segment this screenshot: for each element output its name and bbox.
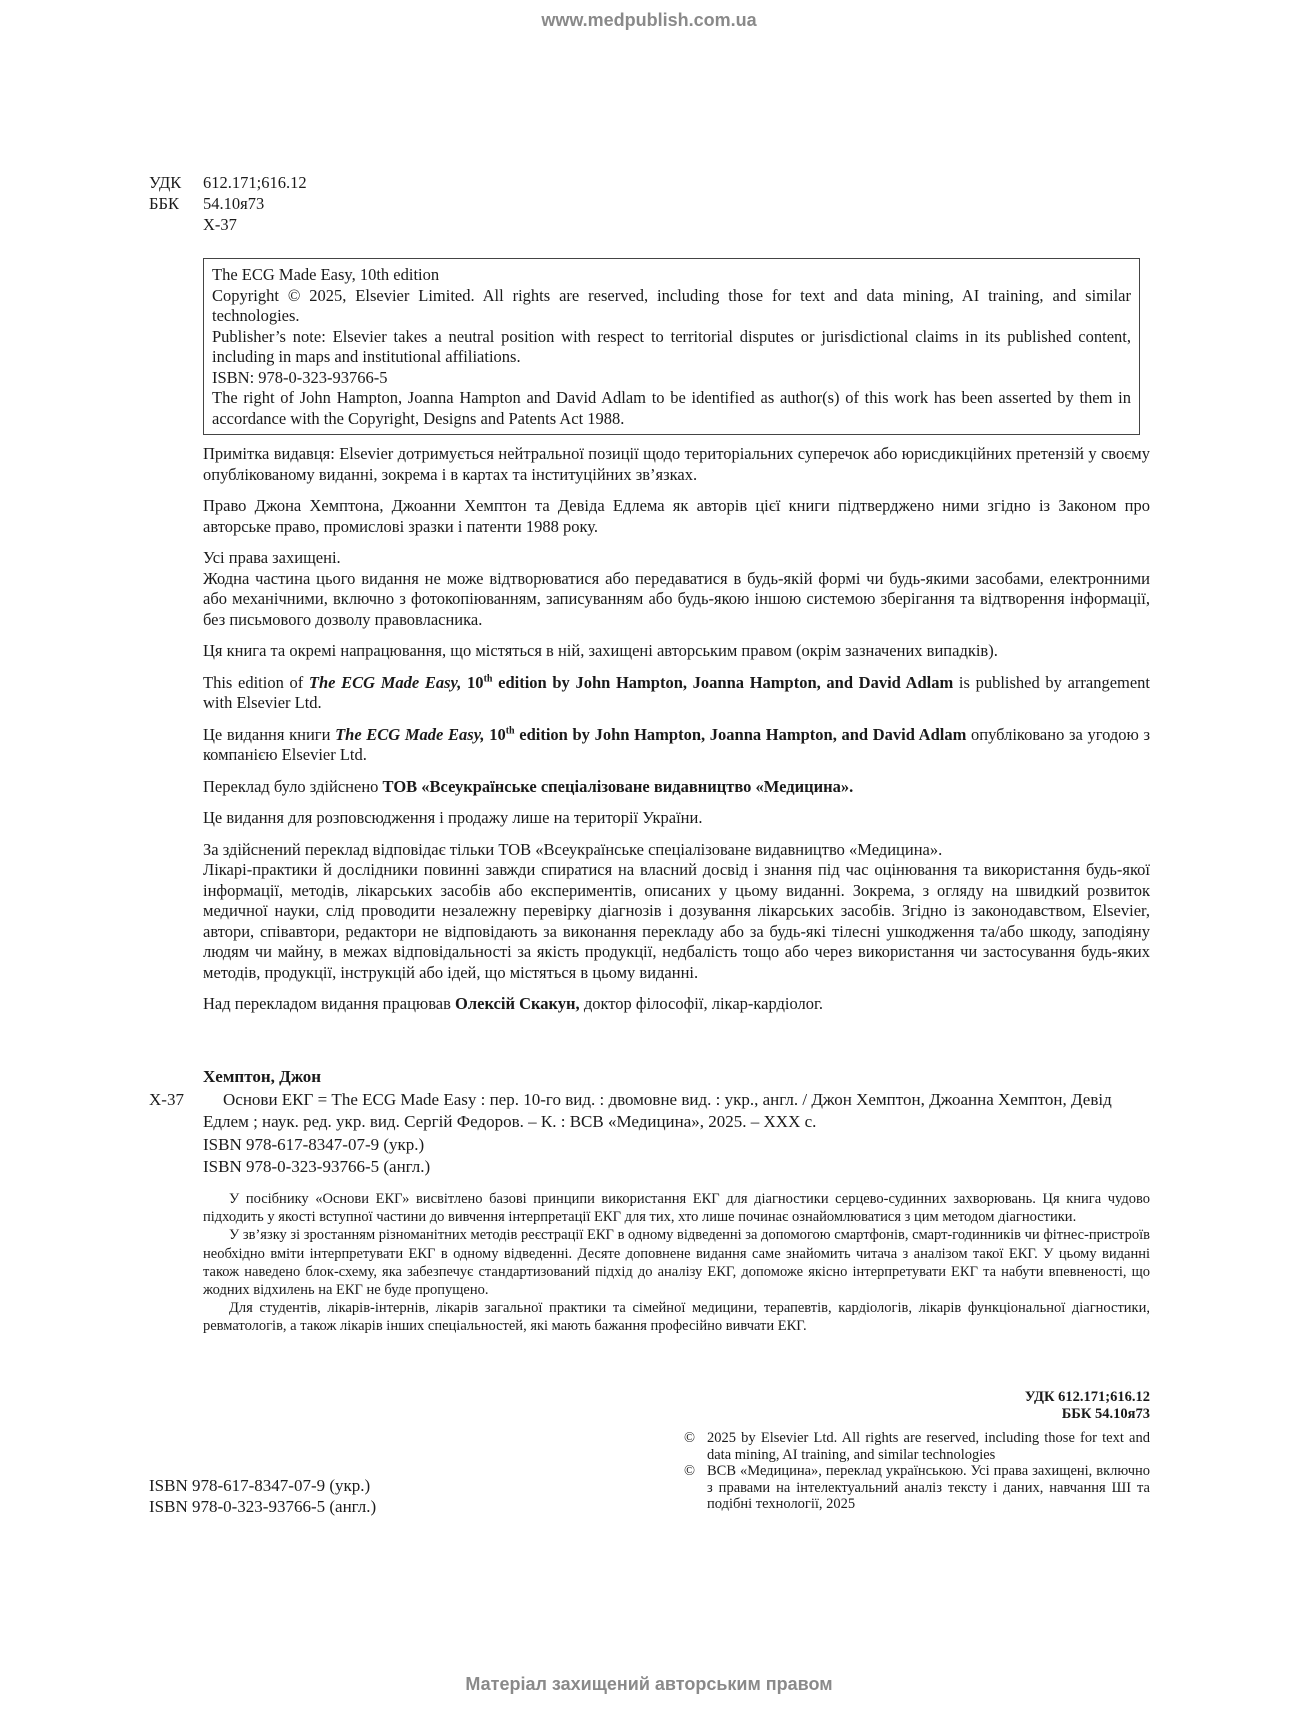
isbn-block (149, 1475, 376, 1517)
copyright-icon: © (684, 1430, 696, 1446)
disclaimer-text: Лікарі-практики й дослідники повинні завжди спиратися на власний досвід і знання під час оцінювання та використання будь-якої інформації, методів, лікарських засобів або експериментів, описаних у цьому виданні. Зокрема, з огляду на швидкий розвиток медичної науки, слід проводити незалежну перевірку діагнозів і дозування лікарських засобів. Згідно із законодавством, Elsevier, автори, співавтори, редактори не відповідають за виконання перекладу або за будь-які тілесні ушкодження та/або шкоду, заподіяну людям чи майну, в межах відповідальності за якість продукції, недбалість тощо або через використання чи застосування будь-яких методів, продукції, інструкцій або ідей, що містяться в цьому виданні. (203, 860, 1150, 982)
udk-label: УДК (149, 173, 182, 192)
bibliographic-record (149, 1066, 1150, 1179)
reproduction-notice (203, 548, 1150, 630)
record-isbn-ua: ISBN 978-617-8347-07-9 (укр.) (203, 1134, 425, 1154)
udk-value: 612.171;616.12 (203, 173, 307, 192)
no-reproduction: Жодна частина цього видання не може відтворюватися або передаватися в будь-якій формі чи будь-якими засобами, електронними або механічними, включно з фотокопіюванням, записуванням або будь-якою іншою системою зберігання та відтворення інформації, без письмового дозволу правовласника. (203, 568, 1150, 629)
copyright-block (684, 1430, 1150, 1513)
translator-notice: Над перекладом видання працював Олексій Скакун, доктор філософії, лікар-кардіолог. (203, 994, 824, 1013)
record-description: Основи ЕКГ = The ECG Made Easy : пер. 10-го вид. : двомовне вид. : укр., англ. / Джон Хемптон, Джоанна Хемптон, Девід Едлем ; наук. ред. укр. вид. Сергій Федоров. – К. : ВСВ «Медицина», 2025. – ХХХ с. (203, 1089, 1112, 1131)
translation-notice: Переклад було здійснено ТОВ «Всеукраїнське спеціалізоване видавництво «Медицина». (203, 776, 854, 796)
edition-en: This edition of The ECG Made Easy, 10th edition by John Hampton, Joanna Hampton, and David Adlam is published by arrangement with Elsevier Ltd. (203, 672, 1151, 712)
edition-ua: Це видання книги The ECG Made Easy, 10th edition by John Hampton, Joanna Hampton, and David Adlam опубліковано за угодою з компанією Elsevier Ltd. (203, 724, 1151, 764)
abstract-paragraph: У посібнику «Основи ЕКГ» висвітлено базові принципи використання ЕКГ для діагностики серцево-судинних захворювань. Ця книга чудово підходить у якості вступної частини до вивчення інтерпретації ЕКГ для тих, хто лише починає ознайомлюватися з цим методом діагностики. (203, 1191, 1150, 1226)
udc-udk: УДК 612.171;616.12 (1024, 1389, 1150, 1405)
isbn-ua: ISBN 978-617-8347-07-9 (укр.) (149, 1476, 371, 1495)
classification-codes (149, 172, 307, 235)
copyright-item: © ВСВ «Медицина», переклад українською. Усі права захищені, включно з правами на інтелектуальний аналіз тексту і даних, навчання ШІ та подібні технології, 2025 (684, 1463, 1150, 1512)
original-copyright: Copyright © 2025, Elsevier Limited. All rights are reserved, including those for text and data mining, AI training, and similar technologies. (212, 285, 1131, 325)
original-title: The ECG Made Easy, 10th edition (212, 265, 440, 284)
legal-notices (203, 444, 1150, 1026)
abstract-paragraph: У зв’язку зі зростанням різноманітних методів реєстрації ЕКГ в одному відведенні за допомогою смартфонів, смарт-годинників чи фітнес-пристроїв необхідно вміти інтерпретувати ЕКГ в одному відведенні. Десяте доповнене видання саме знайомить читача з аналізом такої ЕКГ. У цьому виданні також наведено блок-схему, яка забезпечує стандартизований підхід до аналізу ЕКГ, допоможе якісно інтерпретувати ЕКГ та набути впевненості, що жодних відхилень на ЕКГ не буде пропущено. (203, 1227, 1150, 1299)
record-isbn-en: ISBN 978-0-323-93766-5 (англ.) (203, 1157, 431, 1176)
all-rights: Усі права захищені. (203, 548, 341, 567)
copyright-icon: © (684, 1463, 696, 1479)
protected-notice: Ця книга та окремі напрацювання, що містяться в ній, захищені авторським правом (окрім зазначених випадків). (203, 641, 998, 660)
author-sign: Х-37 (203, 215, 237, 234)
original-publisher-note: Publisher’s note: Elsevier takes a neutral position with respect to territorial disputes or jurisdictional claims in its published content, including in maps and institutional affiliations. (212, 326, 1131, 366)
bbk-value: 54.10я73 (203, 194, 265, 213)
watermark-url: www.medpublish.com.ua (541, 10, 757, 30)
original-moral-rights: The right of John Hampton, Joanna Hampton and David Adlam to be identified as author(s) of this work has been asserted by them in accordance with the Copyright, Designs and Patents Act 1988. (212, 388, 1131, 428)
record-code: Х-37 (149, 1089, 184, 1109)
record-author: Хемптон, Джон (203, 1067, 322, 1086)
distribution-notice: Це видання для розповсюдження і продажу лише на території України. (203, 808, 703, 827)
publisher-note-ua: Примітка видавця: Elsevier дотримується нейтральної позиції щодо територіальних суперечок або юрисдикційних претензій у своєму опублікованому виданні, зокрема і в картах та інституційних зв’язках. (203, 444, 1150, 484)
responsibility: За здійснений переклад відповідає тільки ТОВ «Всеукраїнське спеціалізоване видавництво «Медицина». (203, 839, 943, 859)
copyright-item: © 2025 by Elsevier Ltd. All rights are reserved, including those for text and data mining, AI training, and similar technologies (684, 1430, 1150, 1463)
disclaimer (203, 840, 1150, 984)
isbn-en: ISBN 978-0-323-93766-5 (англ.) (149, 1497, 377, 1516)
bbk-label: ББК (149, 194, 179, 213)
watermark-copyright: Матеріал захищений авторським правом (465, 1674, 833, 1694)
original-isbn: ISBN: 978-0-323-93766-5 (212, 367, 388, 387)
udc-block (1025, 1389, 1150, 1423)
udc-bbk: ББК 54.10я73 (1061, 1406, 1150, 1422)
abstract (203, 1190, 1150, 1336)
original-edition-box (203, 258, 1140, 435)
abstract-paragraph: Для студентів, лікарів-інтернів, лікарів загальної практики та сімейної медицини, терапевтів, кардіологів, лікарів функціональної діагностики, ревматологів, а також лікарів інших спеціальностей, які мають бажання професійно вивчати ЕКГ. (203, 1300, 1150, 1335)
rights-ua: Право Джона Хемптона, Джоанни Хемптон та Девіда Едлема як авторів цієї книги підтверджено ними згідно із Законом про авторське право, промислові зразки і патенти 1988 року. (203, 496, 1150, 536)
